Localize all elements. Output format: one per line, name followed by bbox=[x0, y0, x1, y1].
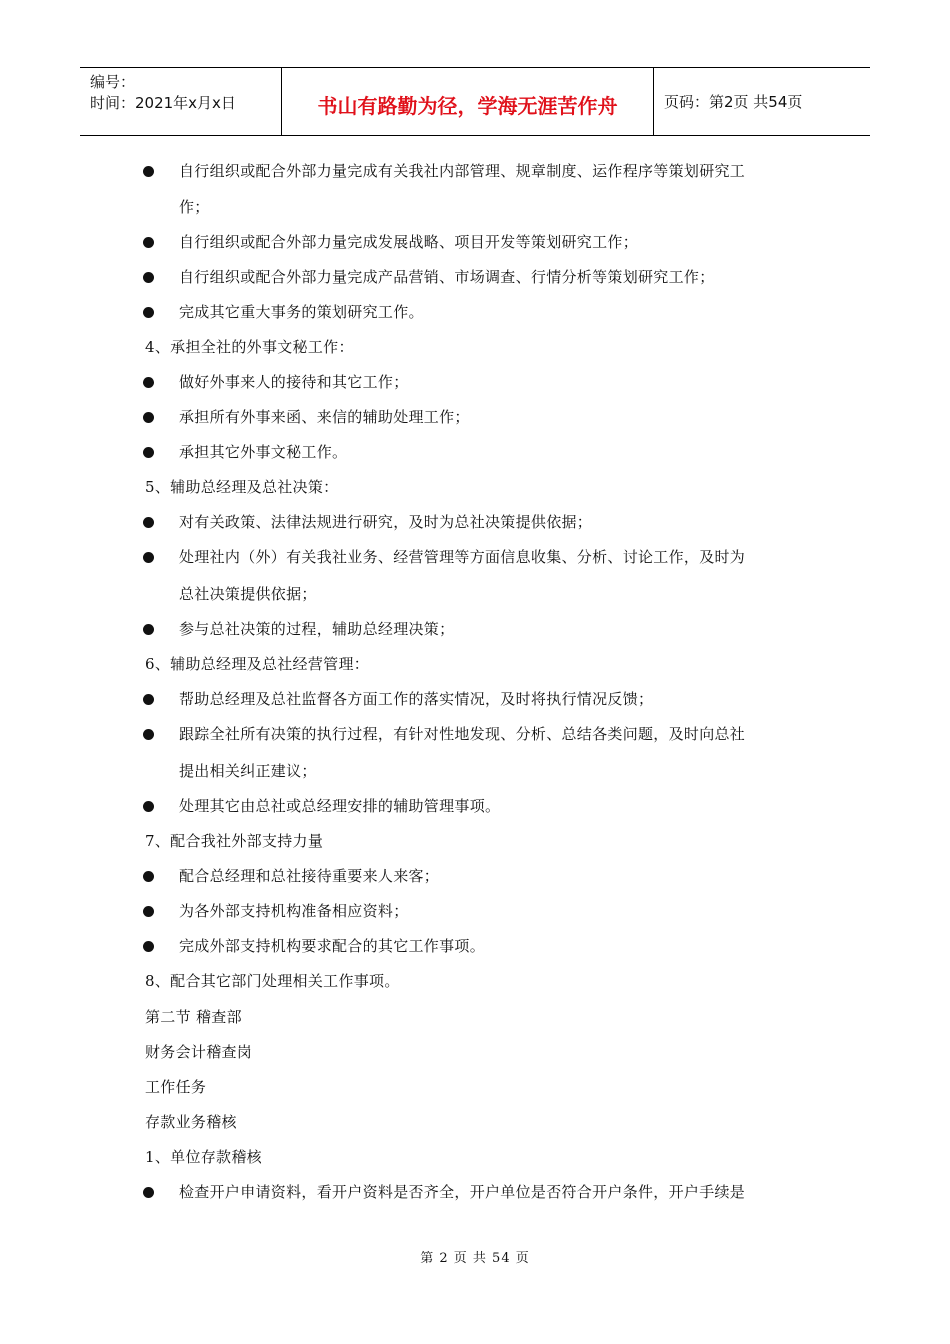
list-item: 完成其它重大事务的策划研究工作。 bbox=[179, 303, 424, 321]
list-item: 自行组织或配合外部力量完成发展战略、项目开发等策划研究工作； bbox=[179, 233, 639, 251]
bullet-icon bbox=[143, 517, 154, 528]
bullet-icon bbox=[143, 624, 154, 635]
section-heading: 8、配合其它部门处理相关工作事项。 bbox=[145, 972, 400, 990]
post-title: 财务会计稽查岗 bbox=[145, 1043, 253, 1061]
page-header bbox=[80, 67, 870, 136]
section-heading: 7、配合我社外部支持力量 bbox=[145, 832, 324, 850]
bullet-icon bbox=[143, 801, 154, 812]
bullet-icon bbox=[143, 412, 154, 423]
list-item: 跟踪全社所有决策的执行过程，有针对性地发现、分析、总结各类问题，及时向总社 bbox=[179, 725, 746, 743]
list-item: 自行组织或配合外部力量完成有关我社内部管理、规章制度、运作程序等策划研究工 bbox=[179, 162, 746, 180]
subsection-title: 存款业务稽核 bbox=[145, 1113, 237, 1131]
header-page-info: 页码：第2页 共54页 bbox=[664, 93, 803, 111]
section-heading: 6、辅助总经理及总社经营管理： bbox=[145, 655, 370, 673]
bullet-icon bbox=[143, 447, 154, 458]
list-item: 自行组织或配合外部力量完成产品营销、市场调查、行情分析等策划研究工作； bbox=[179, 268, 715, 286]
bullet-icon bbox=[143, 237, 154, 248]
list-item-continued: 提出相关纠正建议； bbox=[179, 762, 317, 780]
section-heading: 4、承担全社的外事文秘工作： bbox=[145, 338, 354, 356]
section-heading: 5、辅助总经理及总社决策： bbox=[145, 478, 339, 496]
list-item: 承担其它外事文秘工作。 bbox=[179, 443, 348, 461]
list-item: 为各外部支持机构准备相应资料； bbox=[179, 902, 409, 920]
bullet-icon bbox=[143, 166, 154, 177]
bullet-icon bbox=[143, 694, 154, 705]
bullet-icon bbox=[143, 729, 154, 740]
list-item: 参与总社决策的过程，辅助总经理决策； bbox=[179, 620, 455, 638]
list-item: 做好外事来人的接待和其它工作； bbox=[179, 373, 409, 391]
list-item: 检查开户申请资料，看开户资料是否齐全，开户单位是否符合开户条件，开户手续是 bbox=[179, 1183, 746, 1201]
bullet-icon bbox=[143, 871, 154, 882]
bullet-icon bbox=[143, 307, 154, 318]
list-item-continued: 作； bbox=[179, 198, 210, 216]
list-item-continued: 总社决策提供依据； bbox=[179, 585, 317, 603]
chapter-section-title: 第二节 稽查部 bbox=[145, 1008, 242, 1026]
doc-number-label: 编号： bbox=[90, 73, 136, 91]
bullet-icon bbox=[143, 552, 154, 563]
header-motto: 书山有路勤为径，学海无涯苦作舟 bbox=[282, 68, 654, 135]
bullet-icon bbox=[143, 377, 154, 388]
section-heading: 1、单位存款稽核 bbox=[145, 1148, 262, 1166]
bullet-icon bbox=[143, 906, 154, 917]
doc-date-label: 时间：2021年x月x日 bbox=[90, 94, 236, 112]
list-item: 配合总经理和总社接待重要来人来客； bbox=[179, 867, 440, 885]
bullet-icon bbox=[143, 1187, 154, 1198]
task-title: 工作任务 bbox=[145, 1078, 207, 1096]
list-item: 帮助总经理及总社监督各方面工作的落实情况，及时将执行情况反馈； bbox=[179, 690, 654, 708]
list-item: 处理社内（外）有关我社业务、经营管理等方面信息收集、分析、讨论工作，及时为 bbox=[179, 548, 746, 566]
page-footer: 第 2 页 共 54 页 bbox=[420, 1251, 530, 1266]
list-item: 完成外部支持机构要求配合的其它工作事项。 bbox=[179, 937, 486, 955]
header-meta-cell bbox=[80, 68, 282, 135]
list-item: 处理其它由总社或总经理安排的辅助管理事项。 bbox=[179, 797, 501, 815]
list-item: 承担所有外事来函、来信的辅助处理工作； bbox=[179, 408, 470, 426]
bullet-icon bbox=[143, 941, 154, 952]
bullet-icon bbox=[143, 272, 154, 283]
list-item: 对有关政策、法律法规进行研究，及时为总社决策提供依据； bbox=[179, 513, 593, 531]
